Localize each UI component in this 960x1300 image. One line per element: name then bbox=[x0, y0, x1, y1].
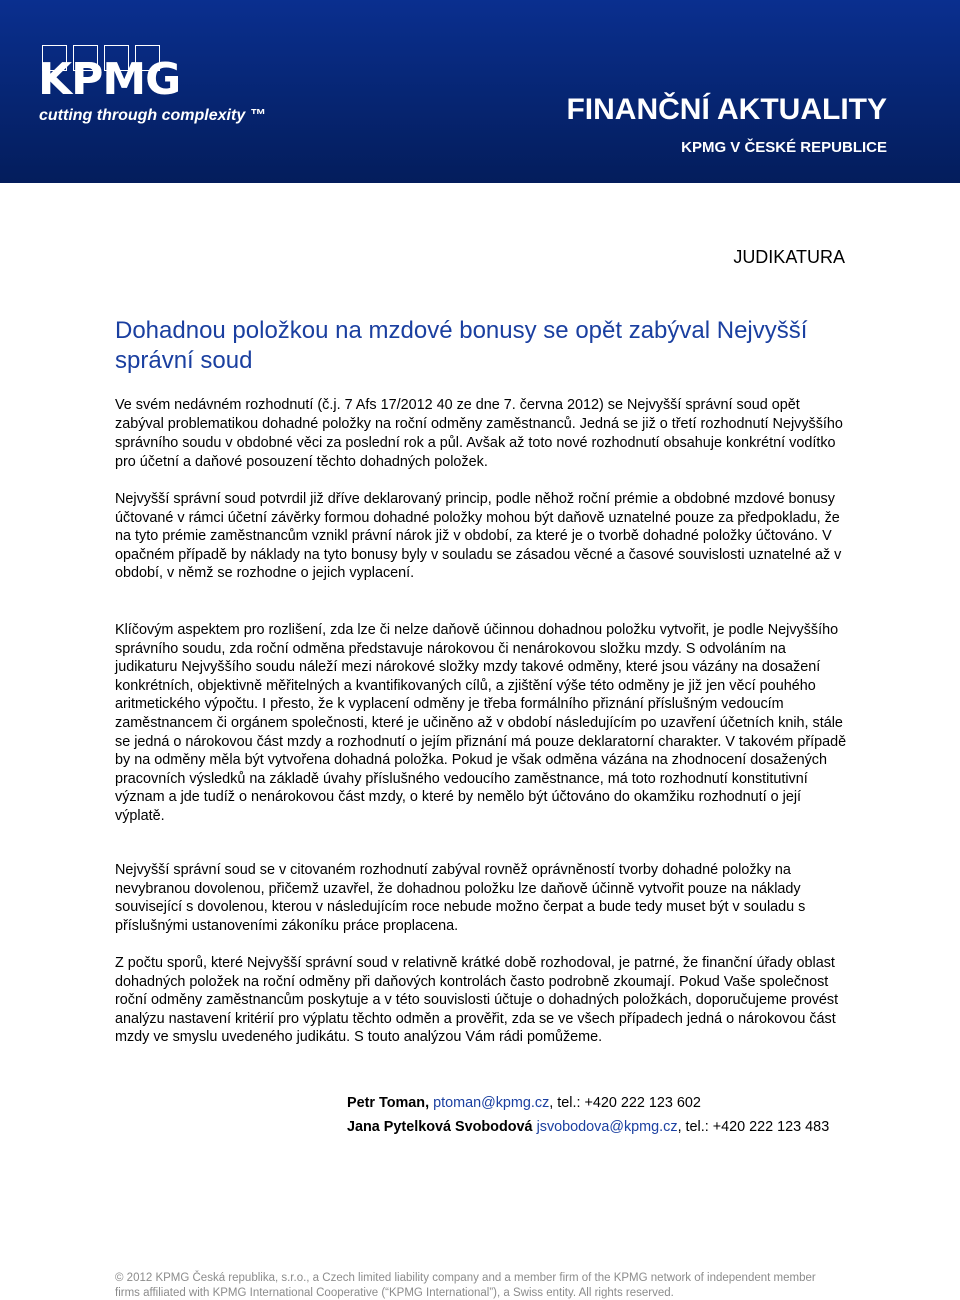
article-paragraph-1: Nejvyšší správní soud potvrdil již dříve deklarovaný princip, podle něhož roční prémie a obdobné mzdové bonusy účtované v rámci účetní závěrky formou dohadné položky mohou být daňově uznatelné pouze za předpokladu, že na tyto prémie zaměstnancům vznikl právní nárok již v období, za které je o tvorbě dohadné položky účtováno. V opačném případě by náklady na tyto bonusy byly v souladu se zásadou věcné a časové souvislosti uznatelné až v období, v němž se rozhodne o jejich vyplacení. bbox=[115, 491, 842, 582]
article-paragraph-2: Klíčovým aspektem pro rozlišení, zda lze či nelze daňově účinnou dohadnou položku vytvořit, je podle Nejvyššího správního soudu, zda roční odměna představuje nárokovou či nenárokovou složku mzdy. S odvoláním na judikaturu Nejvyššího soudu náleží mezi nárokové složky mzdy takové odměny, které jsou vázány na dosažení konkrétních, objektivně měřitelných a kvantifikovaných cílů, a zjištění výše této odměny je již jen věcí pouhého aritmetického výpočtu. I přesto, že k vyplacení odměny je třeba formálního přiznání příslušným vedoucím zaměstnancem či orgánem společnosti, které je učiněno až v období následujícím po uzavření účetních knih, stále se jedná o nárokovou část mzdy a rozhodnutí o jejím přiznání má pouze deklaratorní charakter. V takovém případě by na odměny měla být vytvořena dohadná položka. Pokud je však odměna vázána na zhodnocení dosažených pracovních výsledků na základě úvahy příslušného vedoucího zaměstnance, má toto rozhodnutí konstitutivní význam a jde tudíž o nenárokovou část mzdy, o které by nemělo být účtováno do okamžiku rozhodnutí o její výplatě. bbox=[115, 622, 847, 824]
contact-phone: , tel.: +420 222 123 602 bbox=[549, 1095, 701, 1111]
article-paragraph-4: Z počtu sporů, které Nejvyšší správní soud v relativně krátké době rozhodoval, je patrné, že finanční úřady oblast dohadných položek na roční odměny při daňových kontrolách často podrobně zkoumají. Pokud Vaše společnost roční odměny zaměstnancům poskytuje a v této souvislosti účtuje o dohadných položkách, doporučujeme provést analýzu nastavení kritérií pro výplatu těchto odměn a prověřit, zda se ve všech případech jedná o nárokovou část mzdy ve smyslu uvedeného judikátu. S touto analýzou Vám rádi pomůžeme. bbox=[115, 955, 839, 1046]
contact-name: Jana Pytelková Svobodová bbox=[347, 1119, 533, 1135]
article-paragraph-3: Nejvyšší správní soud se v citovaném rozhodnutí zabýval rovněž oprávněností tvorby dohadné položky na nevybranou dovolenou, přičemž uzavřel, že dohadnou položku lze daňově účinně vytvořit pouze na náklady související s dovolenou, kterou v následujícím roce nebude možno čerpat a bude tedy muset být v souladu s příslušnými ustanoveními zákoníku práce proplacena. bbox=[115, 862, 806, 934]
logo-tagline: cutting through complexity ™ bbox=[39, 107, 266, 124]
contact-row bbox=[347, 1094, 829, 1118]
contact-name: Petr Toman, bbox=[347, 1095, 430, 1111]
contact-row bbox=[347, 1118, 829, 1142]
contact-email-link[interactable]: ptoman@kpmg.cz bbox=[433, 1095, 550, 1111]
contact-email-link[interactable]: jsvobodova@kpmg.cz bbox=[536, 1119, 678, 1135]
contact-phone: , tel.: +420 222 123 483 bbox=[677, 1119, 830, 1135]
article-title: Dohadnou položkou na mzdové bonusy se opět zabýval Nejvyšší správní soud bbox=[115, 317, 808, 374]
header-banner bbox=[0, 0, 960, 183]
kpmg-logo: KPMG bbox=[38, 54, 181, 105]
section-label: JUDIKATURA bbox=[733, 247, 845, 267]
publication-title: FINANČNÍ AKTUALITY bbox=[566, 93, 887, 126]
copyright-footer: © 2012 KPMG Česká republika, s.r.o., a Czech limited liability company and a member firm of the KPMG network of independent member firms affiliated with KPMG International Cooperative (“KPMG International”), a Swiss entity. All rights reserved. bbox=[115, 1272, 816, 1299]
article-intro: Ve svém nedávném rozhodnutí (č.j. 7 Afs 17/2012 40 ze dne 7. června 2012) se Nejvyšší správní soud opět zabýval problematikou dohadné položky na roční odměny zaměstnanců. Jedná se již o třetí rozhodnutí Nejvyššího správního soudu v obdobné věci za poslední rok a půl. Avšak až toto nové rozhodnutí obsahuje konkrétní vodítko pro účetní a daňové posouzení těchto dohadných položek. bbox=[115, 397, 843, 470]
contact-list bbox=[347, 1094, 829, 1142]
publication-subtitle: KPMG V ČESKÉ REPUBLICE bbox=[681, 139, 887, 156]
